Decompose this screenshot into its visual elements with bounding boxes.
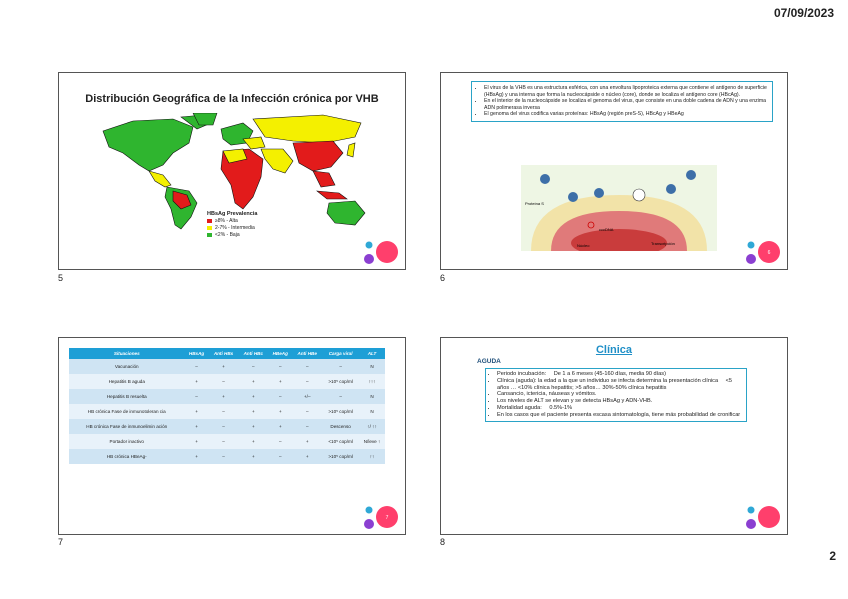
table-row bbox=[69, 374, 385, 389]
table-row bbox=[69, 419, 385, 434]
table-cell: ↑↑ bbox=[359, 449, 385, 464]
diagram-label-nucleus: Núcleo bbox=[577, 243, 590, 248]
table-cell: + bbox=[209, 389, 239, 404]
list-item: • Cansancio, ictericia, náuseas y vómitos. bbox=[497, 391, 742, 398]
table-cell: + bbox=[238, 389, 268, 404]
table-cell: + bbox=[292, 434, 322, 449]
legend-heading: HBsAg Prevalencia bbox=[207, 211, 258, 217]
list-item: • El virus de la VHB es una estructura esférica, con una envoltura lipoproteica externa que contiene el antígeno de superficie (HBsAg) y una interna que forma la nucleocápside o núcleo (core), donde se localiza el antígeno core (HBcAg). bbox=[484, 85, 767, 98]
legend-item-intermediate: 2-7% - Intermedia bbox=[207, 225, 257, 232]
decor-dots bbox=[743, 500, 783, 530]
col-header: Carga viral bbox=[322, 348, 359, 359]
table-cell: + bbox=[185, 374, 209, 389]
table-cell: + bbox=[292, 449, 322, 464]
col-header: Anti HBc bbox=[238, 348, 268, 359]
slide-7-badge: 7 bbox=[385, 515, 389, 521]
list-item: • En los casos que el paciente presenta escasa sintomatología, tiene más probabilidad de cronificar bbox=[497, 412, 742, 419]
slide-6-number: 6 bbox=[440, 273, 446, 283]
table-cell: >10⁵ cop/ml bbox=[322, 449, 359, 464]
table-cell: – bbox=[322, 359, 359, 374]
table-cell: Hepatitis B resuelta bbox=[69, 389, 185, 404]
list-item: • Periodo incubación: De 1 a 6 meses (45-160 días, media 90 días) bbox=[497, 371, 742, 378]
table-cell: + bbox=[185, 419, 209, 434]
table-row bbox=[69, 404, 385, 419]
table-row bbox=[69, 389, 385, 404]
col-header: HBeAg bbox=[268, 348, 292, 359]
table-cell: ↑↑↑ bbox=[359, 374, 385, 389]
table-row bbox=[69, 449, 385, 464]
table-cell: – bbox=[292, 419, 322, 434]
table-cell: ↑/ ↑↑ bbox=[359, 419, 385, 434]
map-legend bbox=[207, 211, 257, 239]
diagram-label-entry: Proteína S bbox=[525, 201, 544, 206]
slide-8-subtitle: AGUDA bbox=[477, 358, 501, 365]
table-cell: + bbox=[238, 434, 268, 449]
slide-8-number: 8 bbox=[440, 537, 446, 547]
slide-8-title: Clínica bbox=[595, 344, 633, 356]
table-cell: – bbox=[268, 449, 292, 464]
table-cell: <10⁵ cop/ml bbox=[322, 434, 359, 449]
table-cell: – bbox=[292, 374, 322, 389]
decor-dots bbox=[361, 500, 401, 530]
table-cell: – bbox=[209, 374, 239, 389]
table-cell: – bbox=[292, 359, 322, 374]
table-cell: – bbox=[185, 389, 209, 404]
table-cell: – bbox=[209, 434, 239, 449]
diagram-label-cccdna: cccDNA bbox=[599, 227, 614, 232]
decor-dots bbox=[743, 235, 783, 265]
table-cell: – bbox=[209, 404, 239, 419]
table-cell: HB crónica HBeAg- bbox=[69, 449, 185, 464]
slide-8 bbox=[440, 337, 788, 535]
diagram-label-transcription: Transcripción bbox=[651, 241, 675, 246]
print-date: 07/09/2023 bbox=[773, 6, 834, 20]
table-cell: N bbox=[359, 404, 385, 419]
table-cell: HB crónica Fase de inmunotoleran cia bbox=[69, 404, 185, 419]
hbv-serology-table bbox=[69, 348, 385, 464]
list-item: • En el interior de la nucleocápside se localiza el genoma del virus, que consiste en una doble cadena de ADN y una enzima ADN polimerasa inversa bbox=[484, 98, 767, 111]
table-cell: + bbox=[185, 434, 209, 449]
table-cell: + bbox=[238, 374, 268, 389]
table-cell: – bbox=[322, 389, 359, 404]
slide-5-title: Distribución Geográfica de la Infección crónica por VHB bbox=[85, 93, 379, 105]
decor-dots bbox=[361, 235, 401, 265]
col-header: HBsAg bbox=[185, 348, 209, 359]
table-cell: + bbox=[185, 449, 209, 464]
table-cell: + bbox=[268, 419, 292, 434]
table-cell: – bbox=[268, 389, 292, 404]
table-cell: + bbox=[209, 359, 239, 374]
slide-7 bbox=[58, 337, 406, 535]
table-cell: Hepatitis B aguda bbox=[69, 374, 185, 389]
table-cell: N/leve ↑ bbox=[359, 434, 385, 449]
table-cell: + bbox=[268, 404, 292, 419]
table-cell: N bbox=[359, 389, 385, 404]
hbv-structure-text bbox=[471, 81, 773, 122]
table-cell: HB crónica Fase de inmunoelimin ación bbox=[69, 419, 185, 434]
list-item: • Los niveles de ALT se elevan y se detecta HBsAg y ADN-VHB. bbox=[497, 398, 742, 405]
list-item: • El genoma del virus codifica varias proteínas: HBsAg (región preS-S), HBcAg y HBeAg bbox=[484, 111, 767, 118]
list-item: • Mortalidad aguda: 0.5%-1% bbox=[497, 405, 742, 412]
table-header-row bbox=[69, 348, 385, 359]
table-row bbox=[69, 434, 385, 449]
table-cell: – bbox=[292, 404, 322, 419]
table-cell: + bbox=[185, 404, 209, 419]
table-cell: – bbox=[209, 419, 239, 434]
page-number: 2 bbox=[829, 549, 836, 563]
table-cell: + bbox=[238, 419, 268, 434]
slide-5 bbox=[58, 72, 406, 270]
table-row bbox=[69, 359, 385, 374]
table-cell: – bbox=[209, 449, 239, 464]
table-cell: – bbox=[268, 359, 292, 374]
col-header: Anti HBe bbox=[292, 348, 322, 359]
slide-6-badge: 6 bbox=[767, 250, 771, 256]
hbv-replication-diagram bbox=[521, 165, 717, 251]
col-header: Situaciones bbox=[69, 348, 185, 359]
table-cell: + bbox=[238, 404, 268, 419]
clinical-text bbox=[485, 368, 747, 422]
table-cell: Descenso bbox=[322, 419, 359, 434]
table-cell: Portador inactivo bbox=[69, 434, 185, 449]
table-cell: – bbox=[238, 359, 268, 374]
table-cell: + bbox=[268, 374, 292, 389]
table-cell: +/– bbox=[292, 389, 322, 404]
table-cell: – bbox=[185, 359, 209, 374]
legend-item-high: ≥8% - Alta bbox=[207, 218, 257, 225]
slide-7-number: 7 bbox=[58, 537, 64, 547]
slide-5-number: 5 bbox=[58, 273, 64, 283]
table-cell: N bbox=[359, 359, 385, 374]
table-cell: >10⁵ cop/ml bbox=[322, 374, 359, 389]
table-cell: Vacunación bbox=[69, 359, 185, 374]
table-cell: – bbox=[268, 434, 292, 449]
col-header: Anti HBs bbox=[209, 348, 239, 359]
table-cell: >10⁵ cop/ml bbox=[322, 404, 359, 419]
legend-item-low: <2% - Baja bbox=[207, 232, 257, 239]
slide-6 bbox=[440, 72, 788, 270]
list-item: • Clínica (aguda): la edad a la que un individuo se infecta determina la presentación clínica <5 años … <10% clínica hepatitis; >5 años… 30%-50% clínica hepatitis bbox=[497, 378, 742, 392]
table-cell: + bbox=[238, 449, 268, 464]
col-header: ALT bbox=[359, 348, 385, 359]
